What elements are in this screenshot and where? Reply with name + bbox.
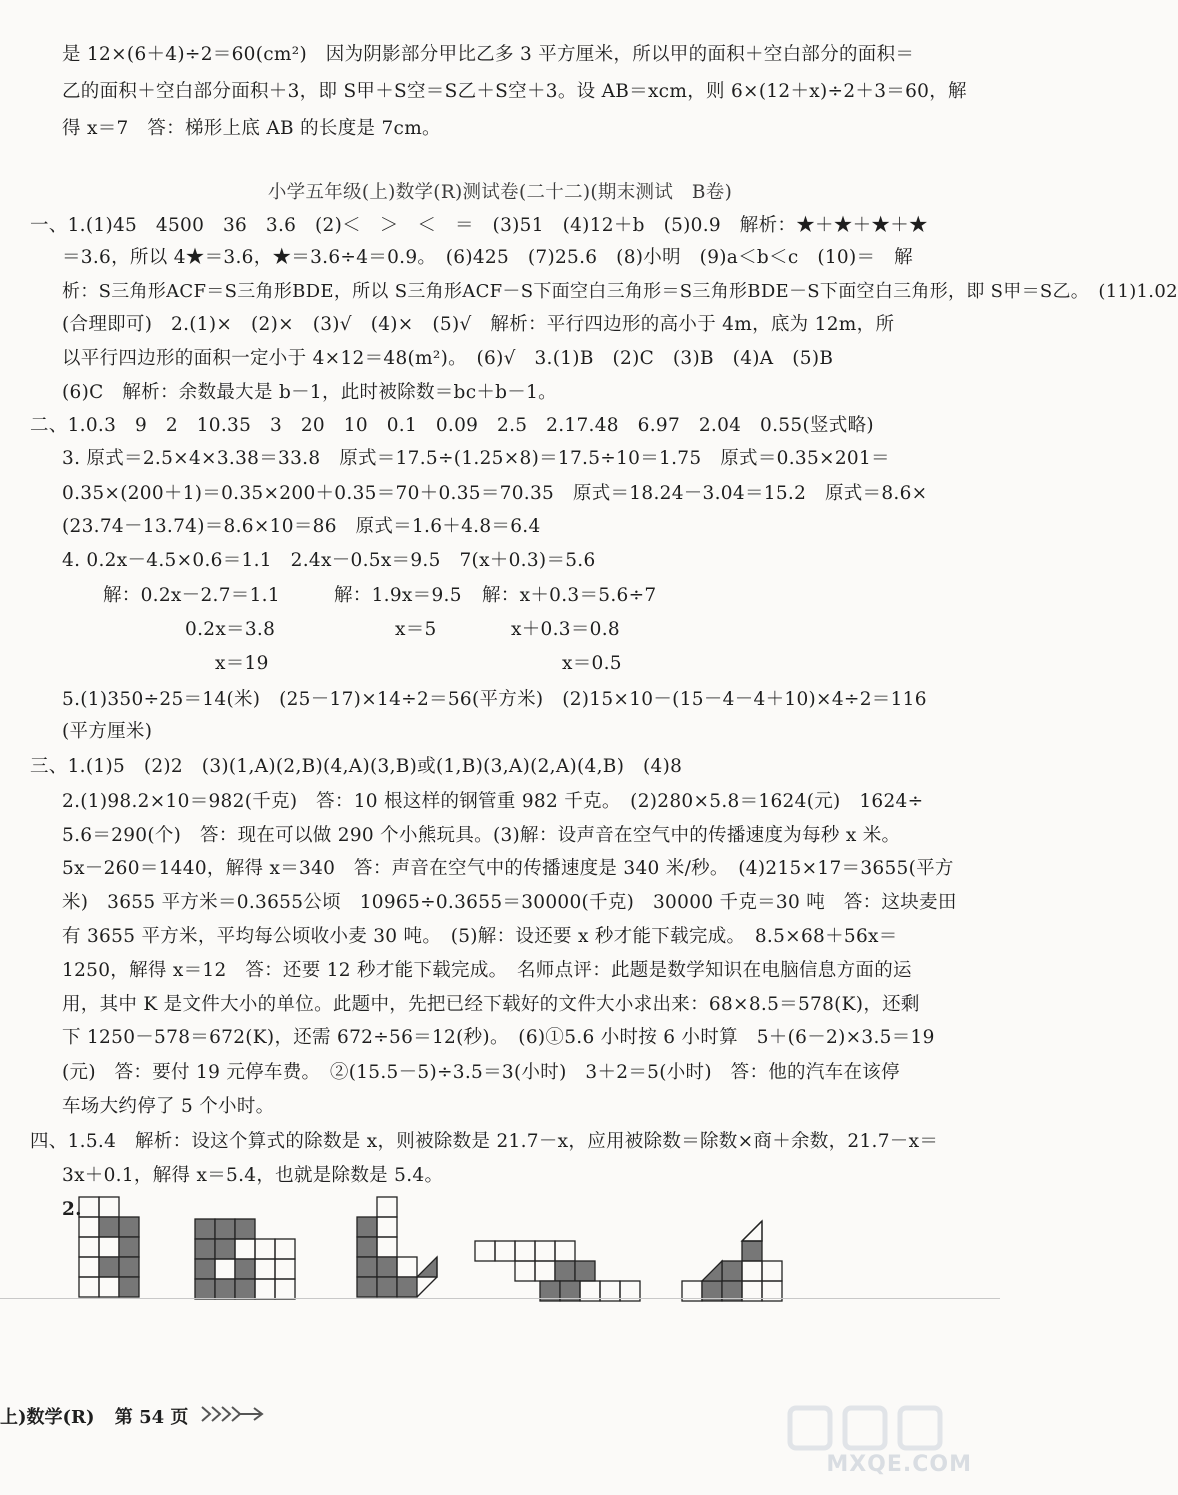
text-line: ＝3.6，所以 4★＝3.6，★＝3.6÷4＝0.9。 (6)425 (7)25.6 (8)小明 (9)a＜b＜c (10)＝ 解 xyxy=(62,247,913,268)
text-line: 2.(1)98.2×10＝982(千克) 答：10 根这样的钢管重 982 千克。 (2)280×5.8＝1624(元) 1624÷ xyxy=(62,791,924,812)
text-line: 5.(1)350÷25＝14(米) (25－17)×14÷2＝56(平方米) (2)15×10－(15－4－4＋10)×4÷2＝116 xyxy=(62,689,927,710)
equation-step: 解：0.2x－2.7＝1.1 xyxy=(103,585,280,606)
text-line: 四、1.5.4 解析：设这个算式的除数是 x，则被除数是 21.7－x，应用被除数＝除数×商＋余数，21.7－x＝ xyxy=(30,1131,939,1152)
equation-step: 0.2x＝3.8 xyxy=(185,619,276,640)
text-line: 3x＋0.1，解得 x＝5.4，也就是除数是 5.4。 xyxy=(62,1165,444,1186)
equation-step: x＝0.5 xyxy=(562,653,622,674)
equation-step: x＝5 xyxy=(395,619,437,640)
text-line: 得 x＝7 答：梯形上底 AB 的长度是 7cm。 xyxy=(62,118,441,139)
text-line: (6)C 解析：余数最大是 b－1，此时被除数＝bc＋b－1。 xyxy=(62,382,557,403)
footer-divider xyxy=(0,1298,1000,1299)
text-line: 用，其中 K 是文件大小的单位。此题中，先把已经下载好的文件大小求出来：68×8.5＝578(K)，还剩 xyxy=(62,994,920,1015)
text-line: 5x－260＝1440，解得 x＝340 答：声音在空气中的传播速度是 340 米/秒。 (4)215×17＝3655(平方 xyxy=(62,858,954,879)
text-line: 一、1.(1)45 4500 36 3.6 (2)＜ ＞ ＜ ＝ (3)51 (4)12＋b (5)0.9 解析：★＋★＋★＋★ xyxy=(30,215,928,236)
equation-step: x＝19 xyxy=(215,653,269,674)
text-line: 3. 原式＝2.5×4×3.38＝33.8 原式＝17.5÷(1.25×8)＝17.5÷10＝1.75 原式＝0.35×201＝ xyxy=(62,448,890,469)
footer-subject: 上)数学(R) xyxy=(0,1407,95,1428)
text-line: 以平行四边形的面积一定小于 4×12＝48(m²)。 (6)√ 3.(1)B (2)C (3)B (4)A (5)B xyxy=(62,348,834,369)
text-line: 4. 0.2x－4.5×0.6＝1.1 2.4x－0.5x＝9.5 7(x＋0.3)＝5.6 xyxy=(62,550,596,571)
text-line: 5.6＝290(个) 答：现在可以做 290 个小熊玩具。(3)解：设声音在空气中的传播速度为每秒 x 米。 xyxy=(62,825,901,846)
text-line: 0.35×(200＋1)＝0.35×200＋0.35＝70＋0.35＝70.35 原式＝18.24－3.04＝15.2 原式＝8.6× xyxy=(62,483,928,504)
text-line: 二、1.0.3 9 2 10.35 3 20 10 0.1 0.09 2.5 2.17.48 6.97 2.04 0.55(竖式略) xyxy=(30,415,874,436)
text-line: 乙的面积＋空白部分面积＋3，即 S甲＋S空＝S乙＋S空＋3。设 AB＝xcm，则 6×(12＋x)÷2＋3＝60，解 xyxy=(62,81,967,102)
grid-figure-5 xyxy=(682,1221,782,1301)
section-title: 小学五年级(上)数学(R)测试卷(二十二)(期末测试 B卷) xyxy=(267,182,733,203)
text-line: (合理即可) 2.(1)× (2)× (3)√ (4)× (5)√ 解析：平行四边形的高小于 4m，底为 12m，所 xyxy=(62,314,895,335)
double-arrow-icon xyxy=(200,1403,270,1425)
text-line: 析：S三角形ACF＝S三角形BDE，所以 S三角形ACF－S下面空白三角形＝S三角形BDE－S下面空白三角形，即 S甲＝S乙。 (11)1.02 xyxy=(62,281,1178,302)
text-line: 是 12×(6＋4)÷2＝60(cm²) 因为阴影部分甲比乙多 3 平方厘米，所以甲的面积＋空白部分的面积＝ xyxy=(62,44,915,65)
grid-figure-4 xyxy=(475,1241,640,1301)
footer-page-number: 54 xyxy=(139,1407,165,1428)
question-number: 2. xyxy=(62,1199,82,1220)
text-line: (元) 答：要付 19 元停车费。 ②(15.5－5)÷3.5＝3(小时) 3＋2＝5(小时) 答：他的汽车在该停 xyxy=(62,1062,900,1083)
text-line: 车场大约停了 5 个小时。 xyxy=(62,1096,275,1117)
text-line: 下 1250－578＝672(K)，还需 672÷56＝12(秒)。 (6)①5.6 小时按 6 小时算 5＋(6－2)×3.5＝19 xyxy=(62,1027,935,1048)
text-line: 1250，解得 x＝12 答：还要 12 秒才能下载完成。 名师点评：此题是数学知识在电脑信息方面的运 xyxy=(62,960,912,981)
footer-page-prefix: 第 xyxy=(114,1407,133,1428)
grid-figure-3 xyxy=(357,1197,437,1297)
grid-figures xyxy=(0,1195,1000,1315)
text-line: 三、1.(1)5 (2)2 (3)(1,A)(2,B)(4,A)(3,B)或(1,B)(3,A)(2,A)(4,B) (4)8 xyxy=(30,756,683,777)
equation-step: 解：x＋0.3＝5.6÷7 xyxy=(482,585,657,606)
text-line: 有 3655 平方米，平均每公顷收小麦 30 吨。 (5)解：设还要 x 秒才能下载完成。 8.5×68＋56x＝ xyxy=(62,926,898,947)
equation-step: 解：1.9x＝9.5 xyxy=(334,585,462,606)
grid-figure-1 xyxy=(79,1197,139,1297)
watermark-text: MXQE.COM xyxy=(826,1452,972,1477)
footer-page-suffix: 页 xyxy=(170,1407,189,1428)
text-line: (平方厘米) xyxy=(62,721,153,742)
text-line: 米) 3655 平方米＝0.3655公顷 10965÷0.3655＝30000(千克) 30000 千克＝30 吨 答：这块麦田 xyxy=(62,892,957,913)
text-line: (23.74－13.74)＝8.6×10＝86 原式＝1.6＋4.8＝6.4 xyxy=(62,516,541,537)
page-footer xyxy=(0,1403,188,1429)
grid-figure-2 xyxy=(195,1219,295,1299)
equation-step: x＋0.3＝0.8 xyxy=(511,619,620,640)
